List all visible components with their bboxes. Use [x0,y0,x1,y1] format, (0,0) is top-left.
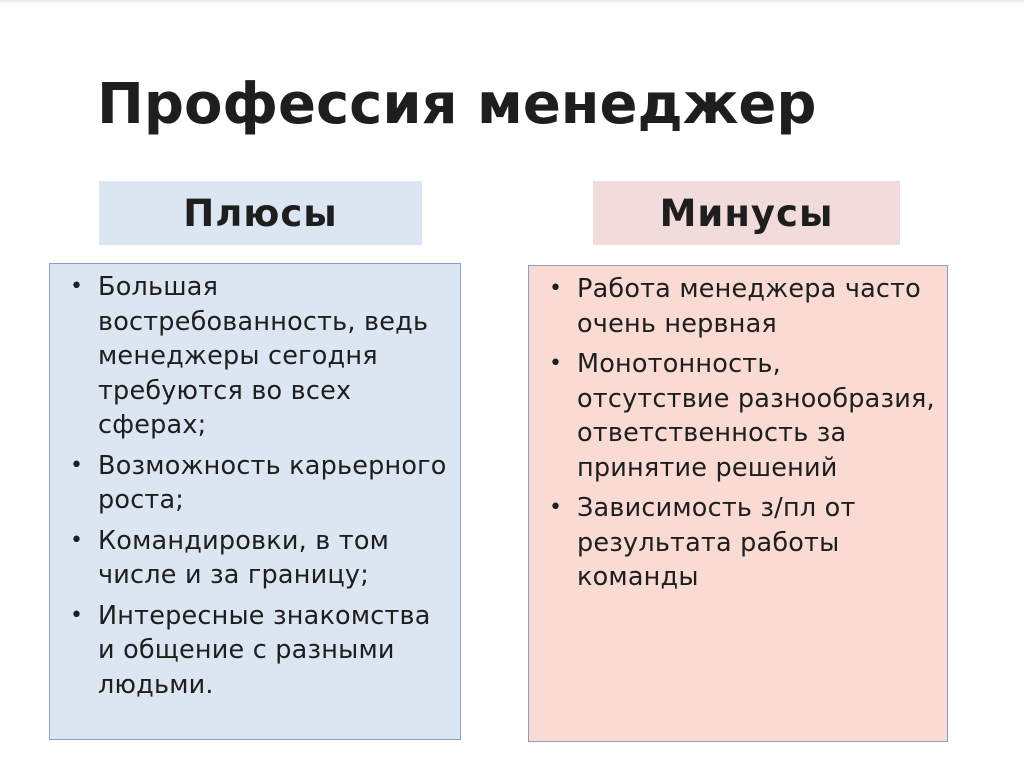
cons-item-text: Работа менеджера часто очень нервная [577,274,921,339]
bullet-icon: • [549,495,563,520]
pros-item-text: Командировки, в том числе и за границу; [98,525,390,590]
cons-heading: Минусы [593,181,900,245]
pros-list [70,270,450,708]
top-edge-shadow [0,0,1024,4]
bullet-icon: • [70,452,84,478]
cons-item-text: Монотонность, отсутствие разнообразия, ответственность за принятие решений [577,349,935,483]
list-item [549,491,937,595]
pros-panel [49,263,461,740]
bullet-icon: • [549,351,563,376]
bullet-icon: • [70,527,84,553]
pros-heading: Плюсы [99,181,422,245]
bullet-icon: • [549,276,563,301]
list-item [70,270,450,443]
bullet-icon: • [70,274,84,299]
list-item [70,524,450,593]
pros-item-text: Интересные знакомства и общение с разными людьми. [98,600,431,700]
cons-list [549,272,937,601]
list-item [70,599,450,703]
bullet-icon: • [70,602,84,628]
list-item [549,272,937,341]
list-item [549,347,937,485]
cons-panel [528,265,948,742]
cons-item-text: Зависимость з/пл от результата работы команды [577,493,856,592]
pros-item-text: Возможность карьерного роста; [98,450,447,515]
pros-item-text: Большая востребованность, ведь менеджеры сегодня требуются во всех сферах; [98,272,429,440]
list-item [70,449,450,518]
slide-title: Профессия менеджер [97,72,817,137]
